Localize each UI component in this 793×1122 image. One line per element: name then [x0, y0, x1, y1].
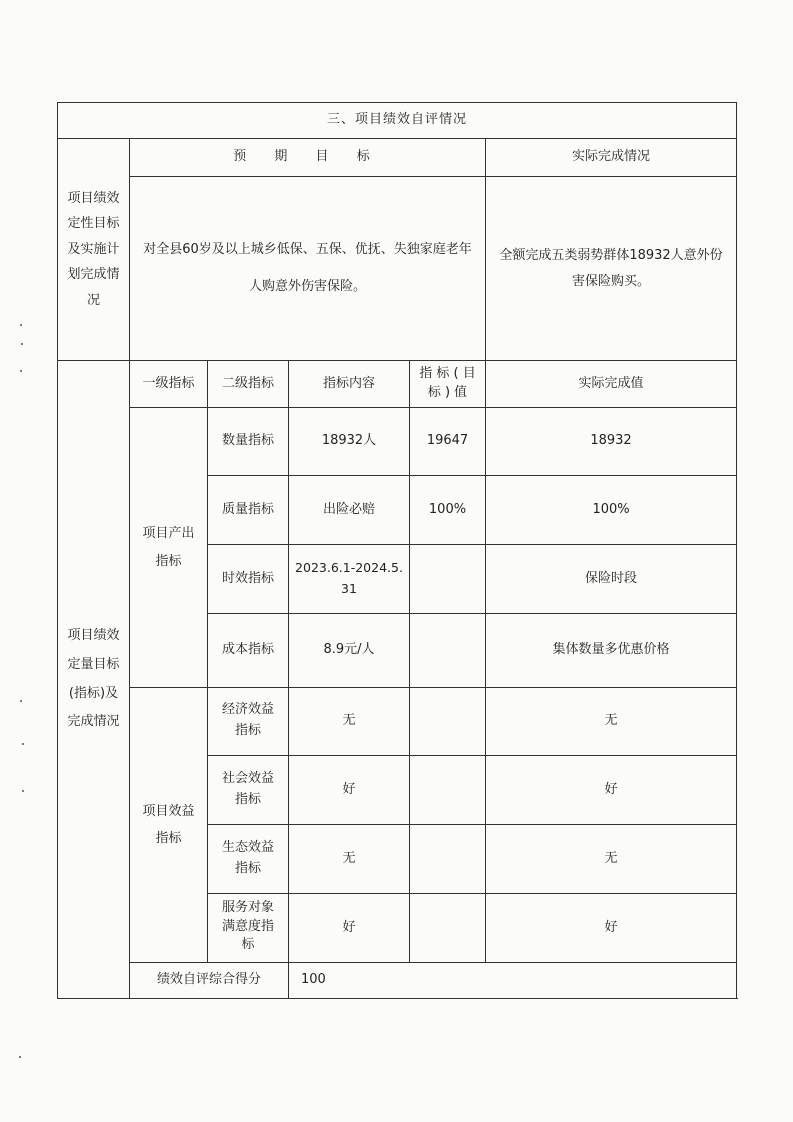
indicator-name-cell [208, 756, 289, 825]
indicator-actual: 无 [486, 688, 737, 756]
output-group-cell [130, 408, 208, 688]
indicator-name: 生态效益指标 [221, 839, 274, 876]
indicator-target [410, 825, 486, 894]
indicator-name: 服务对象满意度指标 [221, 899, 274, 953]
expected-goal-cell [130, 177, 486, 361]
indicator-name-cell [208, 825, 289, 894]
qualitative-row-label-cell [58, 139, 130, 361]
indicator-content: 2023.6.1-2024.5.31 [289, 545, 410, 614]
scan-speck [22, 743, 24, 745]
header-actual: 实际完成值 [486, 361, 737, 408]
expected-goal-text: 对全县60岁及以上城乡低保、五保、优抚、失独家庭老年人购意外伤害保险。 [143, 242, 472, 294]
indicator-name-cell [208, 688, 289, 756]
score-value: 100 [289, 963, 737, 999]
benefit-group-label: 项目效益指标 [142, 803, 195, 846]
scan-speck [20, 370, 22, 372]
indicator-name: 数量指标 [208, 408, 289, 476]
indicator-row [58, 688, 737, 756]
qualitative-content-row [58, 177, 737, 361]
indicator-name: 社会效益指标 [221, 770, 274, 807]
expected-goal-header: 预 期 目 标 [130, 139, 486, 177]
indicator-actual: 集体数量多优惠价格 [486, 614, 737, 688]
indicator-content: 出险必赔 [289, 476, 410, 545]
indicator-content: 18932人 [289, 408, 410, 476]
indicator-content: 好 [289, 894, 410, 963]
qualitative-row-label: 项目绩效定性目标及实施计划完成情况 [67, 191, 120, 308]
score-label: 绩效自评综合得分 [130, 963, 289, 999]
header-target: 指 标 ( 目 标 ) 值 [410, 361, 486, 408]
output-group-label: 项目产出指标 [142, 526, 195, 569]
scan-speck [21, 343, 23, 345]
indicator-target [410, 688, 486, 756]
indicator-actual: 好 [486, 894, 737, 963]
header-level1: 一级指标 [130, 361, 208, 408]
actual-completion-header: 实际完成情况 [486, 139, 737, 177]
indicator-name: 经济效益指标 [221, 702, 274, 739]
indicator-actual: 好 [486, 756, 737, 825]
performance-evaluation-table [57, 102, 737, 999]
indicator-target [410, 894, 486, 963]
indicator-content: 无 [289, 688, 410, 756]
quantitative-row-label: 项目绩效定量目标(指标)及完成情况 [67, 628, 120, 730]
score-row [58, 963, 737, 999]
quantitative-row-label-cell [58, 361, 130, 999]
indicator-content: 无 [289, 825, 410, 894]
actual-completion-cell [486, 177, 737, 361]
indicator-content: 8.9元/人 [289, 614, 410, 688]
indicator-actual: 保险时段 [486, 545, 737, 614]
scan-speck [20, 324, 22, 326]
indicator-name: 成本指标 [208, 614, 289, 688]
indicator-target [410, 614, 486, 688]
indicator-name: 时效指标 [208, 545, 289, 614]
indicator-target: 100% [410, 476, 486, 545]
indicator-content: 好 [289, 756, 410, 825]
indicator-row [58, 408, 737, 476]
indicator-header-row [58, 361, 737, 408]
section-title-row [58, 103, 737, 139]
indicator-name: 质量指标 [208, 476, 289, 545]
indicator-target: 19647 [410, 408, 486, 476]
indicator-name-cell [208, 894, 289, 963]
indicator-target [410, 545, 486, 614]
section-title: 三、项目绩效自评情况 [58, 103, 737, 139]
indicator-target [410, 756, 486, 825]
benefit-group-cell [130, 688, 208, 963]
qualitative-header-row [58, 139, 737, 177]
header-level2: 二级指标 [208, 361, 289, 408]
scan-speck [19, 1056, 21, 1058]
indicator-actual: 100% [486, 476, 737, 545]
indicator-actual: 18932 [486, 408, 737, 476]
actual-completion-text: 全额完成五类弱势群体18932人意外份害保险购买。 [499, 248, 723, 289]
indicator-actual: 无 [486, 825, 737, 894]
scan-speck [22, 790, 24, 792]
scan-speck [20, 700, 22, 702]
header-content: 指标内容 [289, 361, 410, 408]
